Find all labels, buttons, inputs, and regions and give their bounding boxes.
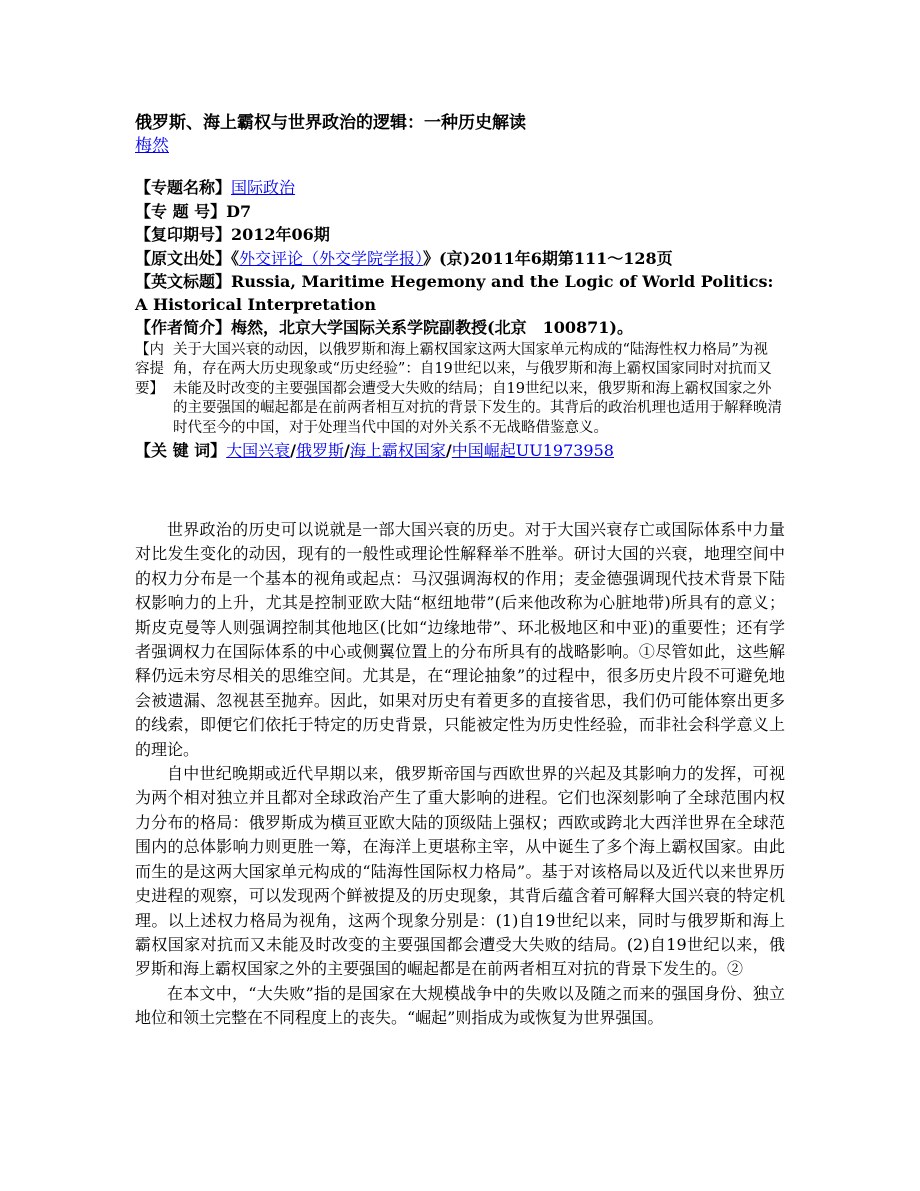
source-label: 【原文出处】 — [135, 248, 232, 268]
source-row — [135, 247, 785, 271]
keyword-link[interactable]: 大国兴衰 — [226, 441, 291, 461]
period-label: 【复印期号】 — [135, 225, 232, 244]
topic-link[interactable]: 国际政治 — [231, 178, 296, 197]
body-paragraph: 自中世纪晚期或近代早期以来，俄罗斯帝国与西欧世界的兴起及其影响力的发挥，可视为两个相对独立并且都对全球政治产生了重大影响的进程。它们也深刻影响了全球范围内权力分布的格局：俄罗斯成为横亘亚欧大陆的顶级陆上强权；西欧或跨北大西洋世界在全球范围内的总体影响力则更胜一筹，在海洋上更堪称主宰，从中诞生了多个海上霸权国家。由此而生的是这两大国家单元构成的“陆海性国际权力格局”。基于对该格局以及近代以来世界历史进程的观察，可以发现两个鲜被提及的历史现象，其背后蕴含着可解释大国兴衰的特定机理。以上述权力格局为视角，这两个现象分别是：(1)自19世纪以来，同时与俄罗斯和海上霸权国家对抗而又未能及时改变的主要强国都会遭受大失败的结局。(2)自19世纪以来，俄罗斯和海上霸权国家之外的主要强国的崛起都是在前两者相互对抗的背景下发生的。② — [135, 764, 785, 979]
keyword-link[interactable]: 中国崛起UU1973958 — [451, 441, 614, 461]
period-value: 2012年06期 — [231, 225, 330, 244]
source-rest: 》(京)2011年6期第111～128页 — [423, 248, 673, 268]
topic-row — [135, 176, 785, 200]
keyword-separator: / — [445, 441, 452, 461]
abstract-label: 【内 容提 要】 — [135, 341, 164, 397]
abstract-text: 关于大国兴衰的动因，以俄罗斯和海上霸权国家这两大国家单元构成的“陆海性权力格局”为视角，存在两大历史现象或“历史经验”：自19世纪以来，与俄罗斯和海上霸权国家同时对抗而又未能及时改变的主要强国都会遭受大失败的结局；自19世纪以来，俄罗斯和海上霸权国家之外的主要强国的崛起都是在前两者相互对抗的背景下发生的。其背后的政治机理也适用于解释晚清时代至今的中国，对于处理当代中国的对外关系不无战略借鉴意义。 — [173, 341, 782, 436]
article-title: 俄罗斯、海上霸权与世界政治的逻辑：一种历史解读 — [135, 113, 526, 133]
article-meta — [135, 176, 785, 463]
article-body — [135, 518, 785, 1031]
body-paragraph: 世界政治的历史可以说就是一部大国兴衰的历史。对于大国兴衰存亡或国际体系中力量对比发生变化的动因，现有的一般性或理论性解释举不胜举。研讨大国的兴衰，地理空间中的权力分布是一个基本的视角或起点：马汉强调海权的作用；麦金德强调现代技术背景下陆权影响力的上升，尤其是控制亚欧大陆“枢纽地带”(后来他改称为心脏地带)所具有的意义；斯皮克曼等人则强调控制其他地区(比如“边缘地带”、环北极地区和中亚)的重要性；还有学者强调权力在国际体系的中心或侧翼位置上的分布所具有的战略影响。①尽管如此，这些解释仍远未穷尽相关的思维空间。尤其是，在“理论抽象”的过程中，很多历史片段不可避免地会被遗漏、忽视甚至抛弃。因此，如果对历史有着更多的直接省思，我们仍可能体察出更多的线索，即便它们依托于特定的历史背景，只能被定性为历史性经验，而非社会科学意义上的理论。 — [135, 520, 785, 759]
code-row — [135, 200, 785, 224]
english-title-row — [135, 270, 785, 316]
english-title-label: 【英文标题】 — [135, 272, 232, 291]
keyword-link[interactable]: 俄罗斯 — [296, 441, 345, 461]
author-bio-value: 梅然，北京大学国际关系学院副教授(北京 100871)。 — [231, 318, 633, 337]
source-link[interactable]: 外交评论（外交学院学报） — [239, 248, 424, 268]
keyword-separator: / — [290, 441, 297, 461]
keyword-link[interactable]: 海上霸权国家 — [349, 441, 446, 461]
body-paragraph: 在本文中，“大失败”指的是国家在大规模战争中的失败以及随之而来的强国身份、独立地位和领土完整在不同程度上的丧失。“崛起”则指成为或恢复为世界强国。 — [135, 983, 785, 1028]
author-bio-row — [135, 316, 785, 340]
keywords-label: 【关 键 词】 — [135, 441, 227, 461]
author-link-row — [135, 131, 169, 156]
author-link[interactable]: 梅然 — [135, 136, 169, 156]
code-label: 【专 题 号】 — [135, 201, 227, 221]
keywords-row — [135, 439, 785, 463]
source-open: 《 — [231, 248, 240, 268]
author-bio-label: 【作者简介】 — [135, 318, 232, 337]
keyword-separator: / — [344, 441, 350, 461]
abstract-row — [135, 341, 785, 439]
english-title-value: Russia, Maritime Hegemony and the Logic of World Politics: A Historical Interpretation — [135, 272, 774, 314]
code-value: D7 — [226, 201, 252, 221]
period-row — [135, 223, 785, 247]
topic-label: 【专题名称】 — [135, 178, 232, 197]
